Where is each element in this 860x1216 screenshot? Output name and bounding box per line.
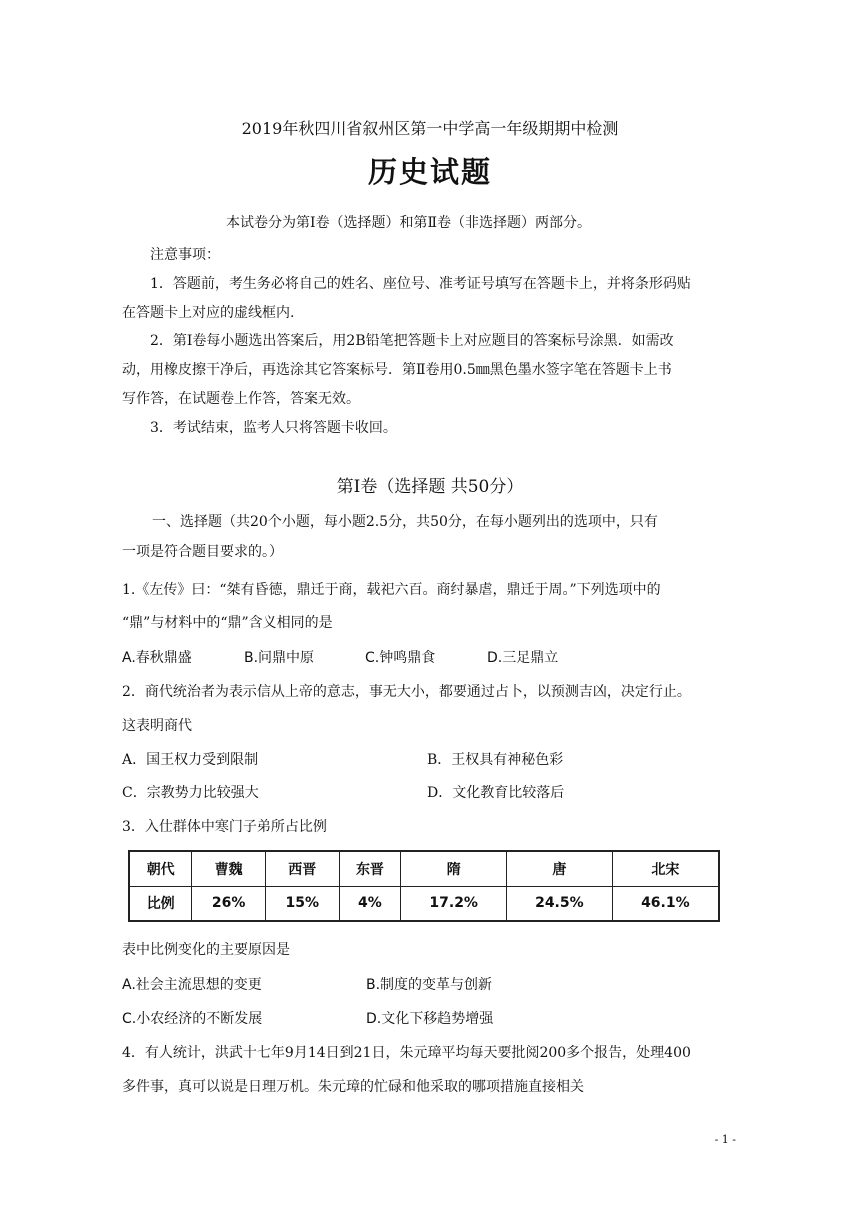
section-title: 第Ⅰ卷（选择题 共50分） [336, 477, 524, 497]
q2-stem-line1: 2．商代统治者为表示信从上帝的意志，事无大小，都要通过占卜，以预测吉凶，决定行止。 [122, 684, 691, 700]
page-number: - 1 - [714, 1133, 736, 1146]
notice-3: 3．考试结束，监考人只将答题卡收回。 [150, 420, 397, 436]
section-instruction-line2: 一项是符合题目要求的。） [122, 544, 283, 560]
q1-option-b: B.问鼎中原 [244, 650, 315, 666]
q1-option-d: D.三足鼎立 [487, 650, 559, 666]
q4-stem-line2: 多件事，真可以说是日理万机。朱元璋的忙碌和他采取的哪项措施直接相关 [122, 1079, 584, 1095]
q2-option-c: C．宗教势力比较强大 [122, 785, 259, 801]
table-cell: 隋 [401, 851, 507, 886]
table-cell: 46.1% [612, 886, 719, 921]
notice-heading: 注意事项： [150, 247, 220, 263]
section-instruction-line1: 一、选择题（共20个小题，每小题2.5分，共50分，在每小题列出的选项中，只有 [152, 514, 658, 530]
exam-title: 2019年秋四川省叙州区第一中学高一年级期期中检测 [241, 119, 619, 138]
notice-2-line1: 2．第Ⅰ卷每小题选出答案后，用2B铅笔把答题卡上对应题目的答案标号涂黑．如需改 [150, 333, 674, 349]
table-cell: 唐 [507, 851, 613, 886]
table-cell: 4% [339, 886, 401, 921]
q3-option-c: C.小农经济的不断发展 [122, 1011, 263, 1027]
paper-parts-note: 本试卷分为第Ⅰ卷（选择题）和第Ⅱ卷（非选择题）两部分。 [226, 215, 592, 231]
q2-option-b: B．王权具有神秘色彩 [427, 752, 564, 768]
table-cell: 26% [192, 886, 266, 921]
notice-1-line2: 在答题卡上对应的虚线框内. [122, 305, 295, 321]
q2-stem-line2: 这表明商代 [122, 718, 192, 734]
q2-option-a: A．国王权力受到限制 [122, 752, 259, 768]
q3-option-a: A.社会主流思想的变更 [122, 977, 262, 993]
q1-stem-line1: 1.《左传》曰：“桀有昏德，鼎迁于商，载祀六百。商纣暴虐，鼎迁于周。”下列选项中的 [122, 582, 661, 598]
table-cell: 东晋 [339, 851, 401, 886]
table-cell: 曹魏 [192, 851, 266, 886]
table-cell: 24.5% [507, 886, 613, 921]
q2-option-d: D．文化教育比较落后 [427, 785, 565, 801]
subject-title: 历史试题 [367, 155, 492, 189]
notice-1-line1: 1．答题前，考生务必将自己的姓名、座位号、准考证号填写在答题卡上，并将条形码贴 [150, 276, 691, 292]
q1-option-a: A.春秋鼎盛 [122, 650, 192, 666]
table-header-row [129, 851, 719, 886]
q3-question: 表中比例变化的主要原因是 [122, 942, 290, 958]
notice-2-line3: 写作答，在试题卷上作答，答案无效。 [122, 391, 360, 407]
notice-2-line2: 动，用橡皮擦干净后，再选涂其它答案标号．第Ⅱ卷用0.5㎜黑色墨水签字笔在答题卡上书 [122, 362, 672, 378]
table-cell: 15% [265, 886, 339, 921]
q3-ratio-table [128, 850, 720, 922]
q3-option-b: B.制度的变革与创新 [366, 977, 493, 993]
table-cell: 比例 [129, 886, 192, 921]
table-row [129, 886, 719, 921]
table-cell: 朝代 [129, 851, 192, 886]
q4-stem-line1: 4．有人统计，洪武十七年9月14日到21日，朱元璋平均每天要批阅200多个报告，处理400 [122, 1045, 691, 1061]
q1-stem-line2: “鼎”与材料中的“鼎”含义相同的是 [122, 615, 333, 631]
q3-stem: 3．入仕群体中寒门子弟所占比例 [122, 819, 327, 835]
table-cell: 西晋 [265, 851, 339, 886]
q1-option-c: C.钟鸣鼎食 [365, 650, 436, 666]
table-cell: 17.2% [401, 886, 507, 921]
table-cell: 北宋 [612, 851, 719, 886]
q3-option-d: D.文化下移趋势增强 [366, 1011, 494, 1027]
